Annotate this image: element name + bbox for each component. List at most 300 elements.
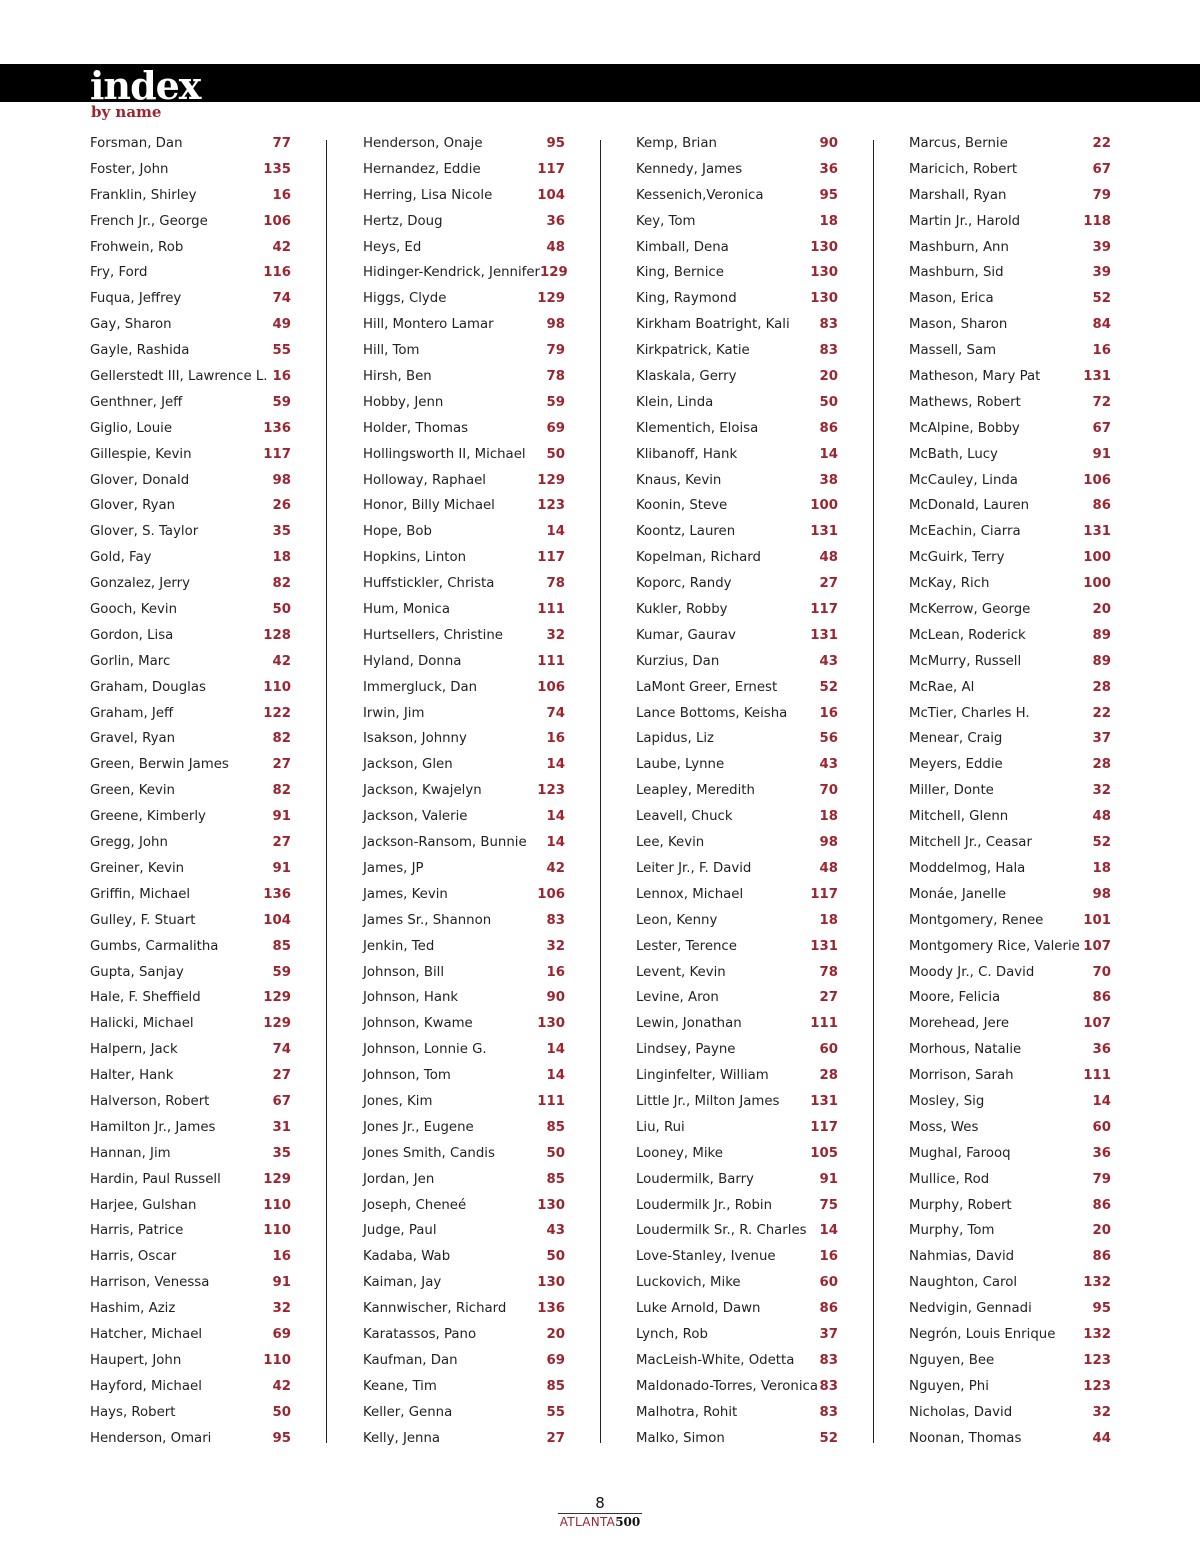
index-entry (90, 675, 291, 701)
entry-name: Jones, Kim (363, 1093, 433, 1109)
index-entry (909, 519, 1111, 545)
index-entry (636, 623, 838, 649)
entry-page-number: 69 (272, 1326, 291, 1342)
entry-page-number: 77 (272, 136, 291, 151)
entry-page-number: 18 (819, 912, 838, 928)
entry-page-number: 14 (546, 1042, 565, 1058)
entry-name: McGuirk, Terry (909, 550, 1005, 566)
index-entry (90, 1037, 291, 1063)
entry-page-number: 110 (263, 1223, 291, 1239)
entry-page-number: 50 (546, 1249, 565, 1265)
index-entry (363, 1037, 565, 1063)
index-entry (636, 571, 838, 597)
entry-page-number: 86 (1092, 990, 1111, 1006)
index-entry (90, 804, 291, 830)
entry-name: Lennox, Michael (636, 886, 744, 902)
index-entry (636, 1244, 838, 1270)
entry-page-number: 27 (272, 1068, 291, 1084)
entry-name: Jones Jr., Eugene (363, 1119, 474, 1135)
entry-page-number: 111 (1083, 1068, 1111, 1084)
entry-page-number: 130 (537, 1197, 565, 1213)
index-entry (90, 778, 291, 804)
entry-name: Hobby, Jenn (363, 394, 444, 410)
index-entry (90, 571, 291, 597)
entry-page-number: 130 (810, 291, 838, 307)
index-entry (909, 726, 1111, 752)
index-entry (636, 726, 838, 752)
entry-page-number: 44 (1092, 1430, 1111, 1446)
entry-name: LaMont Greer, Ernest (636, 679, 778, 695)
index-entry (90, 545, 291, 571)
entry-page-number: 111 (537, 653, 565, 669)
entry-name: McBath, Lucy (909, 446, 998, 462)
entry-page-number: 82 (272, 783, 291, 799)
index-entry (90, 1218, 291, 1244)
entry-page-number: 18 (819, 213, 838, 229)
index-entry (909, 1063, 1111, 1089)
entry-name: Jackson-Ransom, Bunnie (363, 835, 527, 851)
entry-page-number: 60 (819, 1042, 838, 1058)
index-entry (363, 157, 565, 183)
index-entry (909, 1296, 1111, 1322)
index-entry (90, 934, 291, 960)
entry-name: Griffin, Michael (90, 886, 191, 902)
index-entry (636, 882, 838, 908)
entry-name: Mitchell, Glenn (909, 809, 1009, 825)
entry-page-number: 42 (272, 1378, 291, 1394)
index-entry (90, 985, 291, 1011)
index-entry (90, 416, 291, 442)
entry-page-number: 78 (546, 576, 565, 592)
entry-name: Gold, Fay (90, 550, 152, 566)
index-entry (636, 1270, 838, 1296)
entry-name: Leon, Kenny (636, 912, 718, 928)
entry-name: Noonan, Thomas (909, 1430, 1022, 1446)
entry-name: Judge, Paul (363, 1223, 437, 1239)
entry-name: Johnson, Hank (363, 990, 459, 1006)
entry-name: Graham, Douglas (90, 679, 206, 695)
entry-name: Hill, Montero Lamar (363, 317, 494, 333)
entry-page-number: 85 (272, 938, 291, 954)
entry-page-number: 52 (1092, 291, 1111, 307)
index-entry (90, 209, 291, 235)
entry-name: Gillespie, Kevin (90, 446, 192, 462)
entry-name: Morhous, Natalie (909, 1042, 1022, 1058)
entry-page-number: 90 (819, 136, 838, 151)
entry-name: Johnson, Tom (363, 1068, 451, 1084)
entry-page-number: 106 (537, 886, 565, 902)
entry-name: Mathews, Robert (909, 394, 1021, 410)
entry-name: Lynch, Rob (636, 1326, 708, 1342)
entry-page-number: 136 (537, 1301, 565, 1317)
entry-name: Honor, Billy Michael (363, 498, 495, 514)
entry-page-number: 56 (819, 731, 838, 747)
entry-name: Liu, Rui (636, 1119, 685, 1135)
entry-page-number: 107 (1083, 938, 1111, 954)
entry-page-number: 110 (263, 1352, 291, 1368)
index-entry (909, 468, 1111, 494)
entry-name: Lee, Kevin (636, 835, 705, 851)
index-entry (90, 493, 291, 519)
entry-page-number: 110 (263, 1197, 291, 1213)
entry-name: Greiner, Kevin (90, 860, 185, 876)
index-entry (363, 882, 565, 908)
entry-page-number: 83 (819, 343, 838, 359)
entry-name: Fry, Ford (90, 265, 148, 281)
entry-name: Gellerstedt III, Lawrence L. (90, 369, 268, 385)
index-entry (363, 1089, 565, 1115)
entry-name: Gooch, Kevin (90, 602, 177, 618)
entry-page-number: 85 (546, 1171, 565, 1187)
entry-name: Jordan, Jen (363, 1171, 435, 1187)
entry-name: Nguyen, Phi (909, 1378, 989, 1394)
entry-page-number: 36 (819, 161, 838, 177)
entry-name: Foster, John (90, 161, 169, 177)
index-entry (909, 493, 1111, 519)
entry-name: Levine, Aron (636, 990, 719, 1006)
entry-name: Hannan, Jim (90, 1145, 171, 1161)
index-entry (909, 752, 1111, 778)
index-entry (90, 183, 291, 209)
entry-page-number: 60 (819, 1275, 838, 1291)
entry-page-number: 83 (546, 912, 565, 928)
index-entry (363, 778, 565, 804)
entry-name: McRae, Al (909, 679, 975, 695)
index-entry (909, 597, 1111, 623)
entry-name: Hertz, Doug (363, 213, 443, 229)
entry-page-number: 14 (546, 1068, 565, 1084)
index-entry (909, 1270, 1111, 1296)
entry-name: Joseph, Cheneé (363, 1197, 467, 1213)
entry-page-number: 16 (819, 1249, 838, 1265)
entry-name: Kelly, Jenna (363, 1430, 441, 1446)
index-entry (363, 1141, 565, 1167)
entry-name: Harjee, Gulshan (90, 1197, 197, 1213)
entry-page-number: 101 (1083, 912, 1111, 928)
index-entry (909, 1348, 1111, 1374)
entry-name: Kannwischer, Richard (363, 1301, 507, 1317)
entry-name: Kukler, Robby (636, 602, 728, 618)
entry-name: Henderson, Omari (90, 1430, 212, 1446)
entry-page-number: 67 (272, 1093, 291, 1109)
index-entry (90, 260, 291, 286)
entry-page-number: 128 (263, 627, 291, 643)
index-entry (909, 416, 1111, 442)
index-entry (363, 597, 565, 623)
entry-name: Looney, Mike (636, 1145, 723, 1161)
entry-name: Huffstickler, Christa (363, 576, 495, 592)
entry-page-number: 129 (537, 291, 565, 307)
index-entry (909, 183, 1111, 209)
entry-page-number: 22 (1092, 136, 1111, 151)
entry-page-number: 50 (546, 1145, 565, 1161)
entry-page-number: 50 (819, 394, 838, 410)
entry-page-number: 37 (1092, 731, 1111, 747)
entry-page-number: 16 (272, 1249, 291, 1265)
index-entry (909, 1193, 1111, 1219)
index-entry (636, 1063, 838, 1089)
entry-name: Harrison, Venessa (90, 1275, 210, 1291)
index-entry (636, 830, 838, 856)
entry-page-number: 28 (1092, 679, 1111, 695)
index-entry (363, 960, 565, 986)
index-entry (909, 1011, 1111, 1037)
index-entry (363, 468, 565, 494)
index-entry (90, 908, 291, 934)
entry-page-number: 50 (546, 446, 565, 462)
index-entry (636, 157, 838, 183)
entry-page-number: 27 (272, 757, 291, 773)
index-entry (636, 442, 838, 468)
index-entry (363, 623, 565, 649)
index-entry (363, 985, 565, 1011)
index-column-1 (90, 131, 291, 1451)
entry-page-number: 84 (1092, 317, 1111, 333)
entry-page-number: 32 (546, 627, 565, 643)
entry-name: Halpern, Jack (90, 1042, 178, 1058)
index-entry (90, 623, 291, 649)
index-entry (363, 1400, 565, 1426)
index-entry (90, 1400, 291, 1426)
entry-name: Kemp, Brian (636, 136, 717, 151)
entry-name: Immergluck, Dan (363, 679, 478, 695)
index-entry (363, 1063, 565, 1089)
index-entry (636, 960, 838, 986)
entry-name: McEachin, Ciarra (909, 524, 1021, 540)
index-entry (909, 312, 1111, 338)
entry-page-number: 86 (1092, 498, 1111, 514)
entry-name: French Jr., George (90, 213, 208, 229)
index-entry (363, 830, 565, 856)
entry-name: Hyland, Donna (363, 653, 462, 669)
entry-page-number: 135 (263, 161, 291, 177)
entry-page-number: 69 (546, 420, 565, 436)
entry-page-number: 14 (819, 1223, 838, 1239)
entry-name: Hollingsworth II, Michael (363, 446, 526, 462)
entry-page-number: 100 (810, 498, 838, 514)
entry-name: Hidinger-Kendrick, Jennifer (363, 265, 541, 281)
entry-page-number: 129 (540, 265, 568, 281)
entry-page-number: 86 (1092, 1249, 1111, 1265)
index-entry (363, 519, 565, 545)
entry-name: Mashburn, Ann (909, 239, 1009, 255)
entry-page-number: 111 (537, 1093, 565, 1109)
entry-name: Gorlin, Marc (90, 653, 171, 669)
entry-name: Frohwein, Rob (90, 239, 184, 255)
entry-page-number: 32 (272, 1301, 291, 1317)
index-entry (909, 286, 1111, 312)
index-entry (636, 675, 838, 701)
entry-name: Mashburn, Sid (909, 265, 1004, 281)
entry-name: Lance Bottoms, Keisha (636, 705, 788, 721)
entry-name: Glover, S. Taylor (90, 524, 199, 540)
entry-page-number: 117 (810, 602, 838, 618)
index-entry (90, 1193, 291, 1219)
entry-page-number: 131 (1083, 524, 1111, 540)
entry-page-number: 131 (810, 938, 838, 954)
index-entry (363, 390, 565, 416)
entry-page-number: 42 (546, 860, 565, 876)
entry-page-number: 95 (272, 1430, 291, 1446)
entry-name: King, Raymond (636, 291, 737, 307)
entry-name: Koontz, Lauren (636, 524, 736, 540)
entry-page-number: 129 (263, 1171, 291, 1187)
entry-page-number: 111 (810, 1016, 838, 1032)
entry-name: Moddelmog, Hala (909, 860, 1026, 876)
entry-name: Jackson, Valerie (363, 809, 468, 825)
entry-page-number: 52 (1092, 835, 1111, 851)
entry-page-number: 18 (1092, 860, 1111, 876)
entry-page-number: 70 (1092, 964, 1111, 980)
index-entry (636, 597, 838, 623)
index-entry (636, 1089, 838, 1115)
entry-name: McMurry, Russell (909, 653, 1022, 669)
index-entry (909, 882, 1111, 908)
entry-name: Hardin, Paul Russell (90, 1171, 221, 1187)
index-entry (636, 209, 838, 235)
entry-page-number: 43 (819, 653, 838, 669)
entry-page-number: 110 (263, 679, 291, 695)
entry-page-number: 74 (272, 291, 291, 307)
entry-page-number: 83 (819, 1404, 838, 1420)
index-entry (909, 1374, 1111, 1400)
entry-name: Halverson, Robert (90, 1093, 210, 1109)
index-entry (909, 209, 1111, 235)
entry-page-number: 36 (546, 213, 565, 229)
entry-name: King, Bernice (636, 265, 724, 281)
entry-page-number: 91 (272, 860, 291, 876)
entry-name: Loudermilk Jr., Robin (636, 1197, 773, 1213)
entry-page-number: 129 (263, 1016, 291, 1032)
entry-name: Hopkins, Linton (363, 550, 467, 566)
entry-page-number: 22 (1092, 705, 1111, 721)
index-entry (90, 1011, 291, 1037)
entry-page-number: 122 (263, 705, 291, 721)
entry-page-number: 60 (1092, 1119, 1111, 1135)
entry-name: Halter, Hank (90, 1068, 174, 1084)
index-entry (909, 1089, 1111, 1115)
entry-page-number: 14 (546, 809, 565, 825)
entry-page-number: 91 (272, 1275, 291, 1291)
entry-name: Gumbs, Carmalitha (90, 938, 219, 954)
entry-page-number: 20 (1092, 602, 1111, 618)
index-entry (363, 1244, 565, 1270)
entry-page-number: 123 (537, 498, 565, 514)
index-entry (636, 649, 838, 675)
entry-page-number: 18 (819, 809, 838, 825)
entry-name: Negrón, Louis Enrique (909, 1326, 1056, 1342)
index-entry (909, 260, 1111, 286)
entry-name: Meyers, Eddie (909, 757, 1003, 773)
entry-name: Nicholas, David (909, 1404, 1013, 1420)
entry-page-number: 91 (272, 809, 291, 825)
entry-name: Kaufman, Dan (363, 1352, 458, 1368)
index-entry (909, 442, 1111, 468)
entry-page-number: 106 (263, 213, 291, 229)
index-entry (636, 260, 838, 286)
entry-page-number: 123 (537, 783, 565, 799)
entry-name: Greene, Kimberly (90, 809, 206, 825)
index-entry (363, 701, 565, 727)
entry-name: Levent, Kevin (636, 964, 726, 980)
index-entry (909, 1426, 1111, 1452)
index-entry (90, 752, 291, 778)
entry-name: Nguyen, Bee (909, 1352, 995, 1368)
index-entry (363, 726, 565, 752)
entry-page-number: 130 (537, 1016, 565, 1032)
entry-name: McAlpine, Bobby (909, 420, 1020, 436)
entry-name: Loudermilk Sr., R. Charles (636, 1223, 807, 1239)
entry-page-number: 14 (546, 524, 565, 540)
entry-name: Leiter Jr., F. David (636, 860, 752, 876)
entry-page-number: 43 (819, 757, 838, 773)
entry-name: Henderson, Onaje (363, 136, 483, 151)
index-entry (636, 752, 838, 778)
entry-name: Kumar, Gaurav (636, 627, 736, 643)
entry-page-number: 48 (819, 860, 838, 876)
entry-page-number: 32 (1092, 783, 1111, 799)
entry-page-number: 28 (819, 1068, 838, 1084)
index-entry (636, 364, 838, 390)
entry-name: Franklin, Shirley (90, 187, 197, 203)
entry-page-number: 14 (546, 757, 565, 773)
entry-page-number: 100 (1083, 576, 1111, 592)
entry-name: Koporc, Randy (636, 576, 732, 592)
entry-name: Johnson, Bill (363, 964, 445, 980)
entry-page-number: 59 (272, 394, 291, 410)
index-entry (636, 1322, 838, 1348)
entry-name: Kirkpatrick, Katie (636, 343, 750, 359)
entry-page-number: 91 (1092, 446, 1111, 462)
footer-rule (558, 1513, 642, 1514)
index-entry (363, 908, 565, 934)
index-entry (636, 493, 838, 519)
entry-name: Montgomery, Renee (909, 912, 1044, 928)
index-entry (909, 235, 1111, 261)
entry-name: McTier, Charles H. (909, 705, 1030, 721)
entry-name: Menear, Craig (909, 731, 1003, 747)
entry-name: Marshall, Ryan (909, 187, 1007, 203)
index-entry (636, 1296, 838, 1322)
index-column-3 (636, 131, 838, 1451)
entry-name: Lester, Terence (636, 938, 737, 954)
entry-page-number: 132 (1083, 1326, 1111, 1342)
entry-page-number: 67 (1092, 420, 1111, 436)
index-entry (363, 571, 565, 597)
entry-page-number: 16 (819, 705, 838, 721)
entry-name: Jackson, Kwajelyn (363, 783, 482, 799)
entry-name: Monáe, Janelle (909, 886, 1007, 902)
entry-name: Montgomery Rice, Valerie (909, 938, 1080, 954)
entry-name: Maldonado-Torres, Veronica (636, 1378, 818, 1394)
entry-name: McCauley, Linda (909, 472, 1018, 488)
entry-name: Keane, Tim (363, 1378, 437, 1394)
entry-name: Moody Jr., C. David (909, 964, 1035, 980)
index-entry (363, 1011, 565, 1037)
entry-name: Klaskala, Gerry (636, 369, 737, 385)
entry-name: Gay, Sharon (90, 317, 172, 333)
entry-page-number: 16 (546, 964, 565, 980)
entry-page-number: 42 (272, 239, 291, 255)
index-entry (90, 1141, 291, 1167)
entry-name: Marcus, Bernie (909, 136, 1008, 151)
entry-name: Hamilton Jr., James (90, 1119, 216, 1135)
entry-name: Morehead, Jere (909, 1016, 1010, 1032)
index-entry (636, 1193, 838, 1219)
entry-page-number: 82 (272, 731, 291, 747)
index-column-2 (363, 131, 568, 1451)
entry-page-number: 49 (272, 317, 291, 333)
